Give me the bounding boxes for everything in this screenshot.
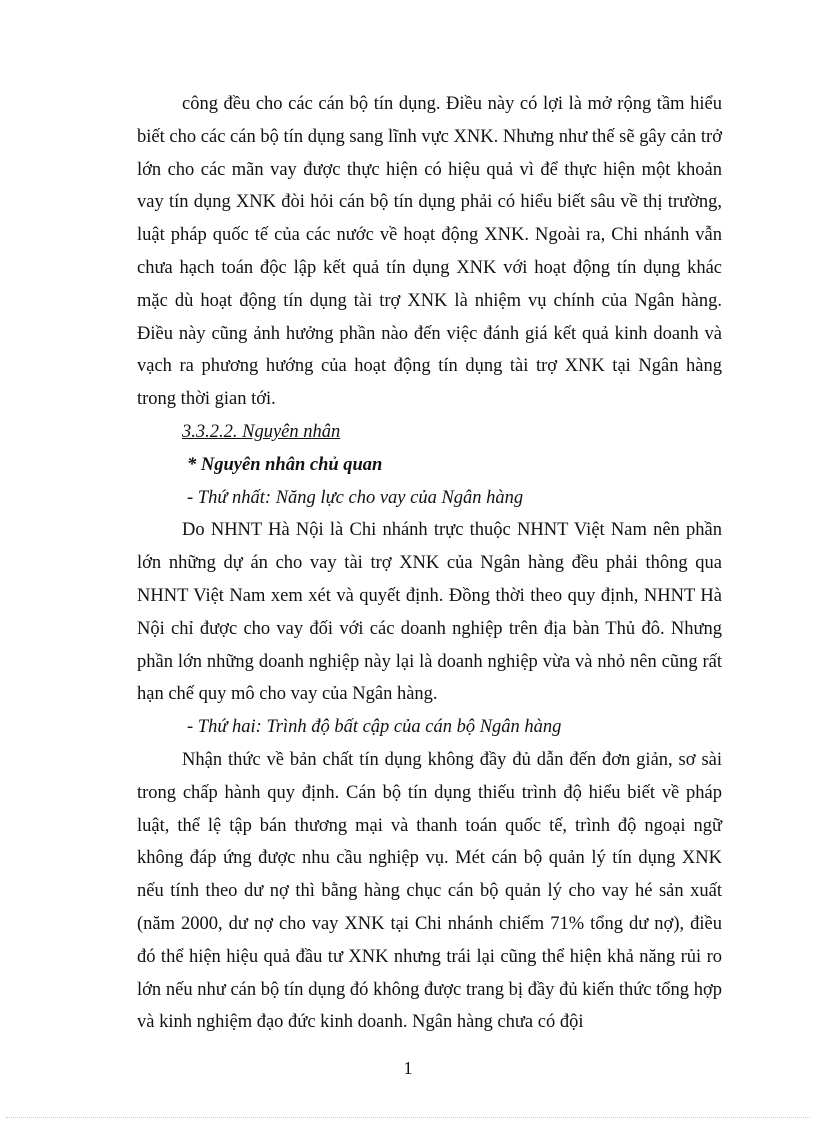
body-paragraph: Do NHNT Hà Nội là Chi nhánh trực thuộc NHNT Việt Nam nên phần lớn những dự án cho vay tài trợ XNK của Ngân hàng đều phải thông qua NHNT Việt Nam xem xét và quyết định. Đồng thời theo quy định, NHNT Hà Nội chỉ được cho vay đối với các doanh nghiệp trên địa bàn Thủ đô. Nhưng phần lớn những doanh nghiệp này lại là doanh nghiệp vừa và nhỏ nên cũng rất hạn chế quy mô cho vay của Ngân hàng. bbox=[137, 520, 722, 705]
body-paragraph: Nhận thức về bản chất tín dụng không đầy đủ dẫn đến đơn giản, sơ sài trong chấp hành quy định. Cán bộ tín dụng thiếu trình độ hiểu biết về pháp luật, thể lệ tập bán thương mại và thanh toán quốc tế, trình độ ngoại ngữ không đáp ứng được nhu cầu nghiệp vụ. Mét cán bộ quản lý tín dụng XNK nếu tính theo dư nợ thì bằng hàng chục cán bộ quản lý cho vay hé sản xuất (năm 2000, dư nợ cho vay XNK tại Chi nhánh chiếm 71% tổng dư nợ), điều đó thể hiện hiệu quả đầu tư XNK nhưng trái lại cũng thể hiện khả năng rủi ro lớn nếu như cán bộ tín dụng đó không được trang bị đầy đủ kiến thức tổng hợp và kinh nghiệm đạo đức kinh doanh. Ngân hàng chưa có đội bbox=[137, 749, 722, 1033]
page-number: 1 bbox=[403, 1058, 413, 1078]
reason-heading-first: - Thứ nhất: Năng lực cho vay của Ngân hàng bbox=[187, 487, 524, 508]
reason-heading-second: - Thứ hai: Trình độ bất cập của cán bộ Ngân hàng bbox=[187, 717, 562, 738]
page-body bbox=[137, 88, 722, 1039]
body-paragraph: công đều cho các cán bộ tín dụng. Điều này có lợi là mở rộng tầm hiểu biết cho các cán bộ tín dụng sang lĩnh vực XNK. Nhưng như thế sẽ gây cản trở lớn cho các mãn vay được thực hiện có hiệu quả vì để thực hiện một khoản vay tín dụng XNK đòi hỏi cán bộ tín dụng phải có hiểu biết sâu về thị trường, luật pháp quốc tế của các nước về hoạt động XNK. Ngoài ra, Chi nhánh vẫn chưa hạch toán độc lập kết quả tín dụng XNK với hoạt động tín dụng khác mặc dù hoạt động tín dụng tài trợ XNK là nhiệm vụ chính của Ngân hàng. Điều này cũng ảnh hưởng phần nào đến việc đánh giá kết quả kinh doanh và vạch ra phương hướng của hoạt động tín dụng tài trợ XNK tại Ngân hàng trong thời gian tới. bbox=[137, 94, 722, 410]
section-heading: 3.3.2.2. Nguyên nhân bbox=[182, 421, 341, 442]
subsection-heading: * Nguyên nhân chủ quan bbox=[187, 454, 383, 475]
page-border-dotted bbox=[6, 1117, 810, 1118]
